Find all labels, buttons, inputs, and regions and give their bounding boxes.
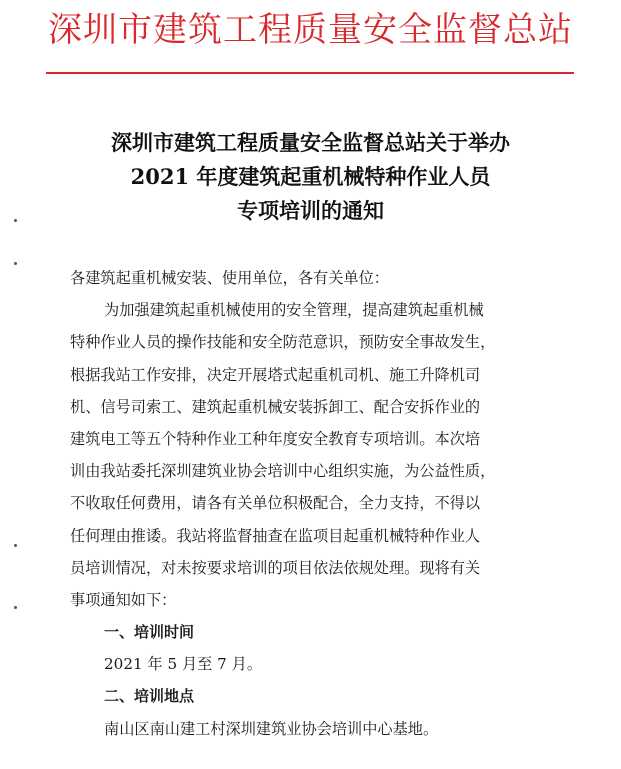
masthead-org-name: 深圳市建筑工程质量安全监督总站 (48, 10, 573, 50)
paragraph-line: 不收取任何费用，请各有关单位积极配合，全力支持，不得以 (70, 494, 481, 513)
section-content-location: 南山区南山建工村深圳建筑业协会培训中心基地。 (104, 719, 439, 738)
paragraph-line: 机、信号司索工、建筑起重机械安装拆卸工、配合安拆作业的 (70, 397, 481, 416)
section-heading-location: 二、培训地点 (104, 687, 195, 706)
paragraph-line: 事项通知如下： (70, 590, 177, 609)
scan-speck (14, 544, 17, 547)
masthead-red-rule (46, 72, 574, 74)
scan-speck (14, 219, 17, 222)
paragraph-line: 训由我站委托深圳建筑业协会培训中心组织实施，为公益性质， (70, 462, 496, 481)
section-heading-time: 一、培训时间 (104, 623, 195, 642)
section-content-time: 2021 年 5 月至 7 月。 (104, 655, 263, 674)
paragraph-line: 根据我站工作安排，决定开展塔式起重机司机、施工升降机司 (70, 365, 481, 384)
paragraph-line: 特种作业人员的操作技能和安全防范意识，预防安全事故发生， (70, 333, 496, 352)
salutation: 各建筑起重机械安装、使用单位，各有关单位： (70, 269, 389, 287)
paragraph-line: 员培训情况，对未按要求培训的项目依法依规处理。现将有关 (70, 558, 481, 577)
notice-body (70, 262, 542, 745)
paragraph-line: 任何理由推诿。我站将监督抽查在监项目起重机械特种作业人 (70, 526, 481, 545)
paragraph-line: 为加强建筑起重机械使用的安全管理，提高建筑起重机械 (104, 301, 484, 320)
scan-speck (14, 262, 17, 265)
notice-title-line-3: 专项培训的通知 (237, 198, 384, 223)
notice-title-line-1: 深圳市建筑工程质量安全监督总站关于举办 (111, 130, 510, 155)
notice-title (0, 126, 621, 228)
notice-title-line-2: 2021 年度建筑起重机械特种作业人员 (130, 164, 491, 189)
paragraph-line: 建筑电工等五个特种作业工种年度安全教育专项培训。本次培 (70, 429, 481, 448)
scan-speck (14, 606, 17, 609)
